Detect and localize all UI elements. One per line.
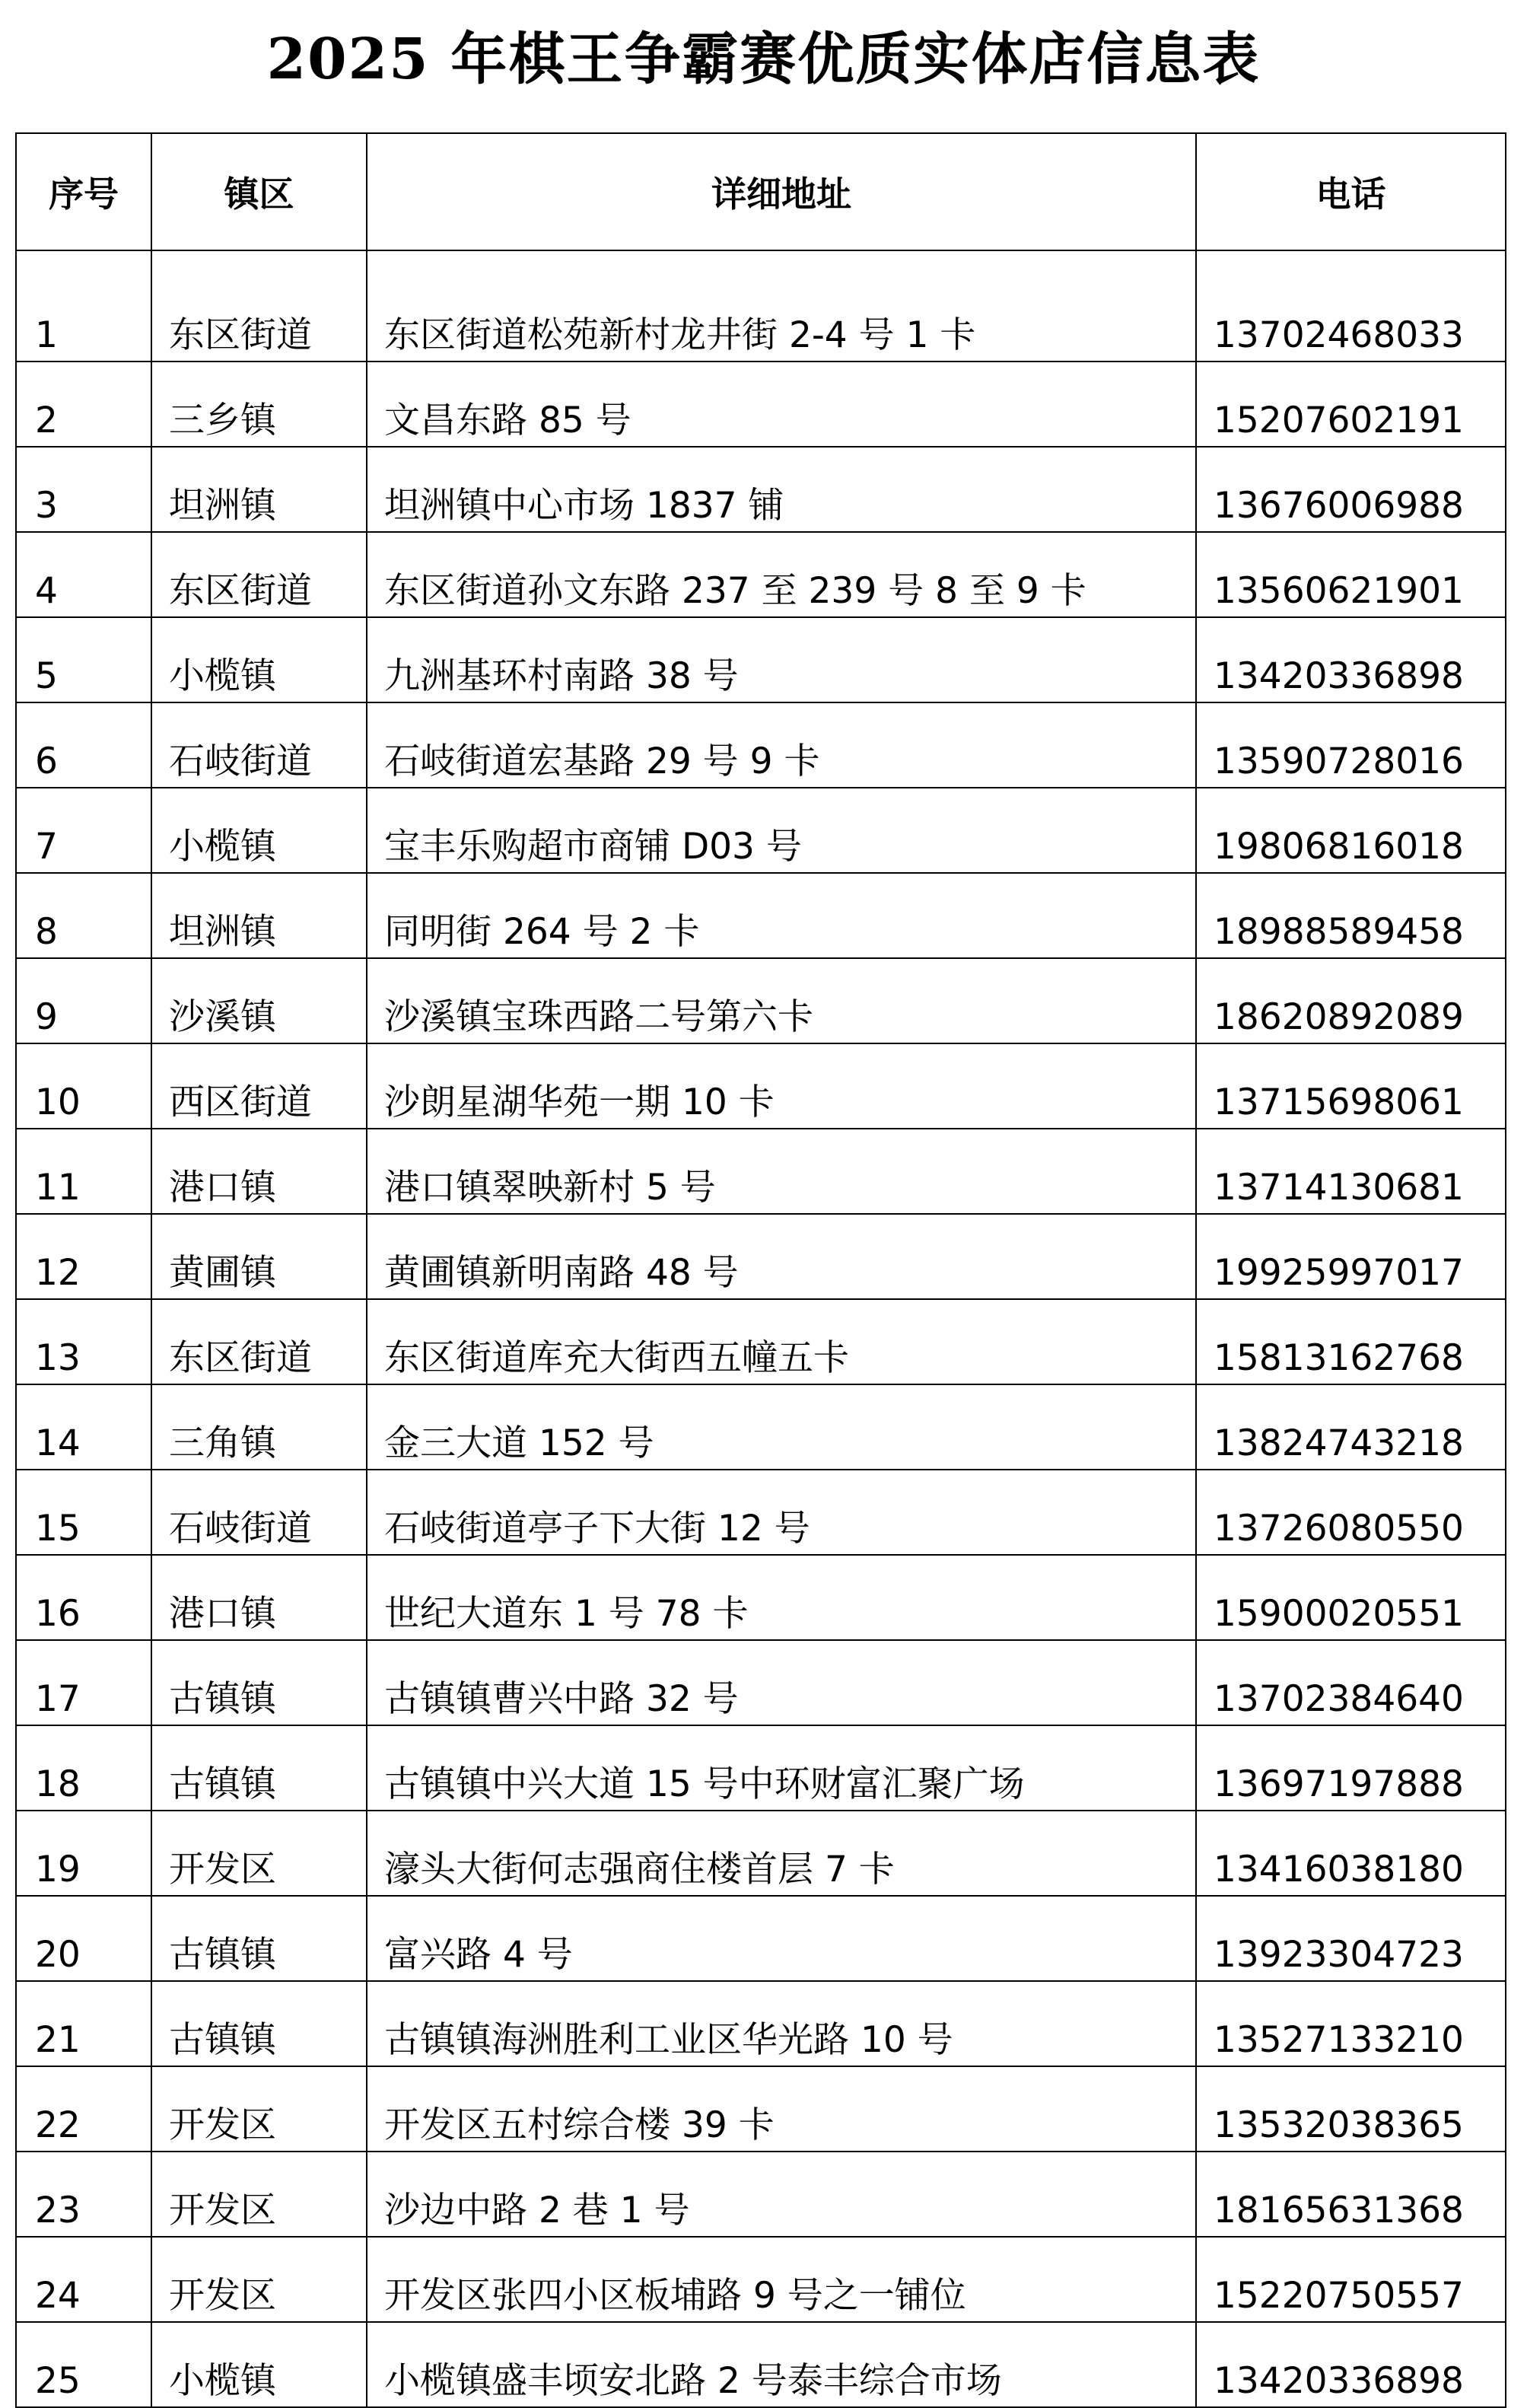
row-town: 石岐街道 <box>151 1470 367 1555</box>
row-address: 古镇镇中兴大道 15 号中环财富汇聚广场 <box>367 1725 1196 1811</box>
row-address: 宝丰乐购超市商铺 D03 号 <box>367 788 1196 873</box>
row-town: 开发区 <box>151 1811 367 1896</box>
table-row <box>16 532 1506 617</box>
row-town: 小榄镇 <box>151 2322 367 2407</box>
table-row <box>16 1470 1506 1555</box>
row-town: 开发区 <box>151 2152 367 2237</box>
row-address: 黄圃镇新明南路 48 号 <box>367 1214 1196 1299</box>
row-phone: 13702468033 <box>1196 250 1506 362</box>
table-row <box>16 1299 1506 1384</box>
table-row <box>16 1384 1506 1470</box>
row-town: 古镇镇 <box>151 1725 367 1811</box>
table-row <box>16 873 1506 958</box>
row-address: 古镇镇曹兴中路 32 号 <box>367 1640 1196 1725</box>
row-index: 16 <box>16 1555 151 1640</box>
row-phone: 13590728016 <box>1196 702 1506 788</box>
table-row <box>16 1981 1506 2066</box>
row-phone: 13824743218 <box>1196 1384 1506 1470</box>
page-title: 2025 年棋王争霸赛优质实体店信息表 <box>266 27 1261 92</box>
row-index: 14 <box>16 1384 151 1470</box>
table-row <box>16 2322 1506 2407</box>
row-index: 4 <box>16 532 151 617</box>
row-town: 西区街道 <box>151 1043 367 1129</box>
row-phone: 18988589458 <box>1196 873 1506 958</box>
row-address: 富兴路 4 号 <box>367 1896 1196 1981</box>
table-row <box>16 1811 1506 1896</box>
row-phone: 13527133210 <box>1196 1981 1506 2066</box>
row-index: 15 <box>16 1470 151 1555</box>
row-address: 东区街道库充大街西五幢五卡 <box>367 1299 1196 1384</box>
header-town: 镇区 <box>151 133 367 250</box>
row-address: 东区街道松苑新村龙井街 2-4 号 1 卡 <box>367 250 1196 362</box>
row-index: 9 <box>16 958 151 1043</box>
header-phone: 电话 <box>1196 133 1506 250</box>
row-address: 沙朗星湖华苑一期 10 卡 <box>367 1043 1196 1129</box>
row-index: 2 <box>16 362 151 447</box>
row-town: 三角镇 <box>151 1384 367 1470</box>
table-header-row <box>16 133 1506 250</box>
table-row <box>16 1896 1506 1981</box>
row-phone: 13714130681 <box>1196 1129 1506 1214</box>
row-town: 坦洲镇 <box>151 447 367 532</box>
row-address: 东区街道孙文东路 237 至 239 号 8 至 9 卡 <box>367 532 1196 617</box>
table-row <box>16 1725 1506 1811</box>
row-town: 石岐街道 <box>151 702 367 788</box>
row-index: 23 <box>16 2152 151 2237</box>
row-index: 3 <box>16 447 151 532</box>
row-town: 古镇镇 <box>151 1896 367 1981</box>
row-index: 13 <box>16 1299 151 1384</box>
row-phone: 13560621901 <box>1196 532 1506 617</box>
row-address: 沙边中路 2 巷 1 号 <box>367 2152 1196 2237</box>
row-phone: 13697197888 <box>1196 1725 1506 1811</box>
table-row <box>16 1043 1506 1129</box>
row-index: 21 <box>16 1981 151 2066</box>
table-row <box>16 2066 1506 2152</box>
row-address: 开发区张四小区板埔路 9 号之一铺位 <box>367 2237 1196 2322</box>
row-index: 1 <box>16 250 151 362</box>
row-phone: 19806816018 <box>1196 788 1506 873</box>
row-town: 港口镇 <box>151 1129 367 1214</box>
row-address: 濠头大街何志强商住楼首层 7 卡 <box>367 1811 1196 1896</box>
row-index: 12 <box>16 1214 151 1299</box>
table-row <box>16 1129 1506 1214</box>
table-row <box>16 2152 1506 2237</box>
row-phone: 15900020551 <box>1196 1555 1506 1640</box>
table-row <box>16 1214 1506 1299</box>
row-town: 小榄镇 <box>151 617 367 702</box>
row-phone: 18165631368 <box>1196 2152 1506 2237</box>
row-phone: 18620892089 <box>1196 958 1506 1043</box>
table-row <box>16 1640 1506 1725</box>
row-phone: 13420336898 <box>1196 617 1506 702</box>
row-index: 18 <box>16 1725 151 1811</box>
row-town: 开发区 <box>151 2237 367 2322</box>
row-index: 19 <box>16 1811 151 1896</box>
row-address: 同明街 264 号 2 卡 <box>367 873 1196 958</box>
table-row <box>16 1555 1506 1640</box>
row-town: 黄圃镇 <box>151 1214 367 1299</box>
row-address: 古镇镇海洲胜利工业区华光路 10 号 <box>367 1981 1196 2066</box>
row-phone: 13702384640 <box>1196 1640 1506 1725</box>
row-index: 17 <box>16 1640 151 1725</box>
row-town: 沙溪镇 <box>151 958 367 1043</box>
store-info-table <box>15 132 1506 2408</box>
table-row <box>16 958 1506 1043</box>
row-town: 东区街道 <box>151 250 367 362</box>
row-address: 金三大道 152 号 <box>367 1384 1196 1470</box>
row-town: 坦洲镇 <box>151 873 367 958</box>
row-phone: 13726080550 <box>1196 1470 1506 1555</box>
table-body <box>16 250 1506 2407</box>
row-town: 东区街道 <box>151 1299 367 1384</box>
row-town: 古镇镇 <box>151 1640 367 1725</box>
header-index: 序号 <box>16 133 151 250</box>
table-row <box>16 250 1506 362</box>
row-town: 古镇镇 <box>151 1981 367 2066</box>
row-town: 小榄镇 <box>151 788 367 873</box>
row-index: 25 <box>16 2322 151 2407</box>
table-row <box>16 617 1506 702</box>
row-index: 10 <box>16 1043 151 1129</box>
row-index: 8 <box>16 873 151 958</box>
row-address: 九洲基环村南路 38 号 <box>367 617 1196 702</box>
row-index: 7 <box>16 788 151 873</box>
row-phone: 13923304723 <box>1196 1896 1506 1981</box>
table-row <box>16 2237 1506 2322</box>
table-row <box>16 447 1506 532</box>
row-phone: 19925997017 <box>1196 1214 1506 1299</box>
table-row <box>16 362 1506 447</box>
row-address: 开发区五村综合楼 39 卡 <box>367 2066 1196 2152</box>
row-index: 5 <box>16 617 151 702</box>
row-phone: 13715698061 <box>1196 1043 1506 1129</box>
row-index: 6 <box>16 702 151 788</box>
row-address: 世纪大道东 1 号 78 卡 <box>367 1555 1196 1640</box>
row-phone: 13416038180 <box>1196 1811 1506 1896</box>
row-address: 石岐街道宏基路 29 号 9 卡 <box>367 702 1196 788</box>
table-row <box>16 702 1506 788</box>
row-phone: 13420336898 <box>1196 2322 1506 2407</box>
header-address: 详细地址 <box>367 133 1196 250</box>
row-phone: 13532038365 <box>1196 2066 1506 2152</box>
row-address: 小榄镇盛丰顷安北路 2 号泰丰综合市场 <box>367 2322 1196 2407</box>
row-town: 东区街道 <box>151 532 367 617</box>
row-address: 坦洲镇中心市场 1837 铺 <box>367 447 1196 532</box>
row-town: 港口镇 <box>151 1555 367 1640</box>
row-index: 22 <box>16 2066 151 2152</box>
table-row <box>16 788 1506 873</box>
row-index: 24 <box>16 2237 151 2322</box>
row-phone: 13676006988 <box>1196 447 1506 532</box>
row-address: 文昌东路 85 号 <box>367 362 1196 447</box>
row-town: 开发区 <box>151 2066 367 2152</box>
row-index: 20 <box>16 1896 151 1981</box>
row-phone: 15207602191 <box>1196 362 1506 447</box>
row-town: 三乡镇 <box>151 362 367 447</box>
row-phone: 15813162768 <box>1196 1299 1506 1384</box>
row-address: 石岐街道亭子下大街 12 号 <box>367 1470 1196 1555</box>
row-phone: 15220750557 <box>1196 2237 1506 2322</box>
row-index: 11 <box>16 1129 151 1214</box>
row-address: 沙溪镇宝珠西路二号第六卡 <box>367 958 1196 1043</box>
row-address: 港口镇翠映新村 5 号 <box>367 1129 1196 1214</box>
